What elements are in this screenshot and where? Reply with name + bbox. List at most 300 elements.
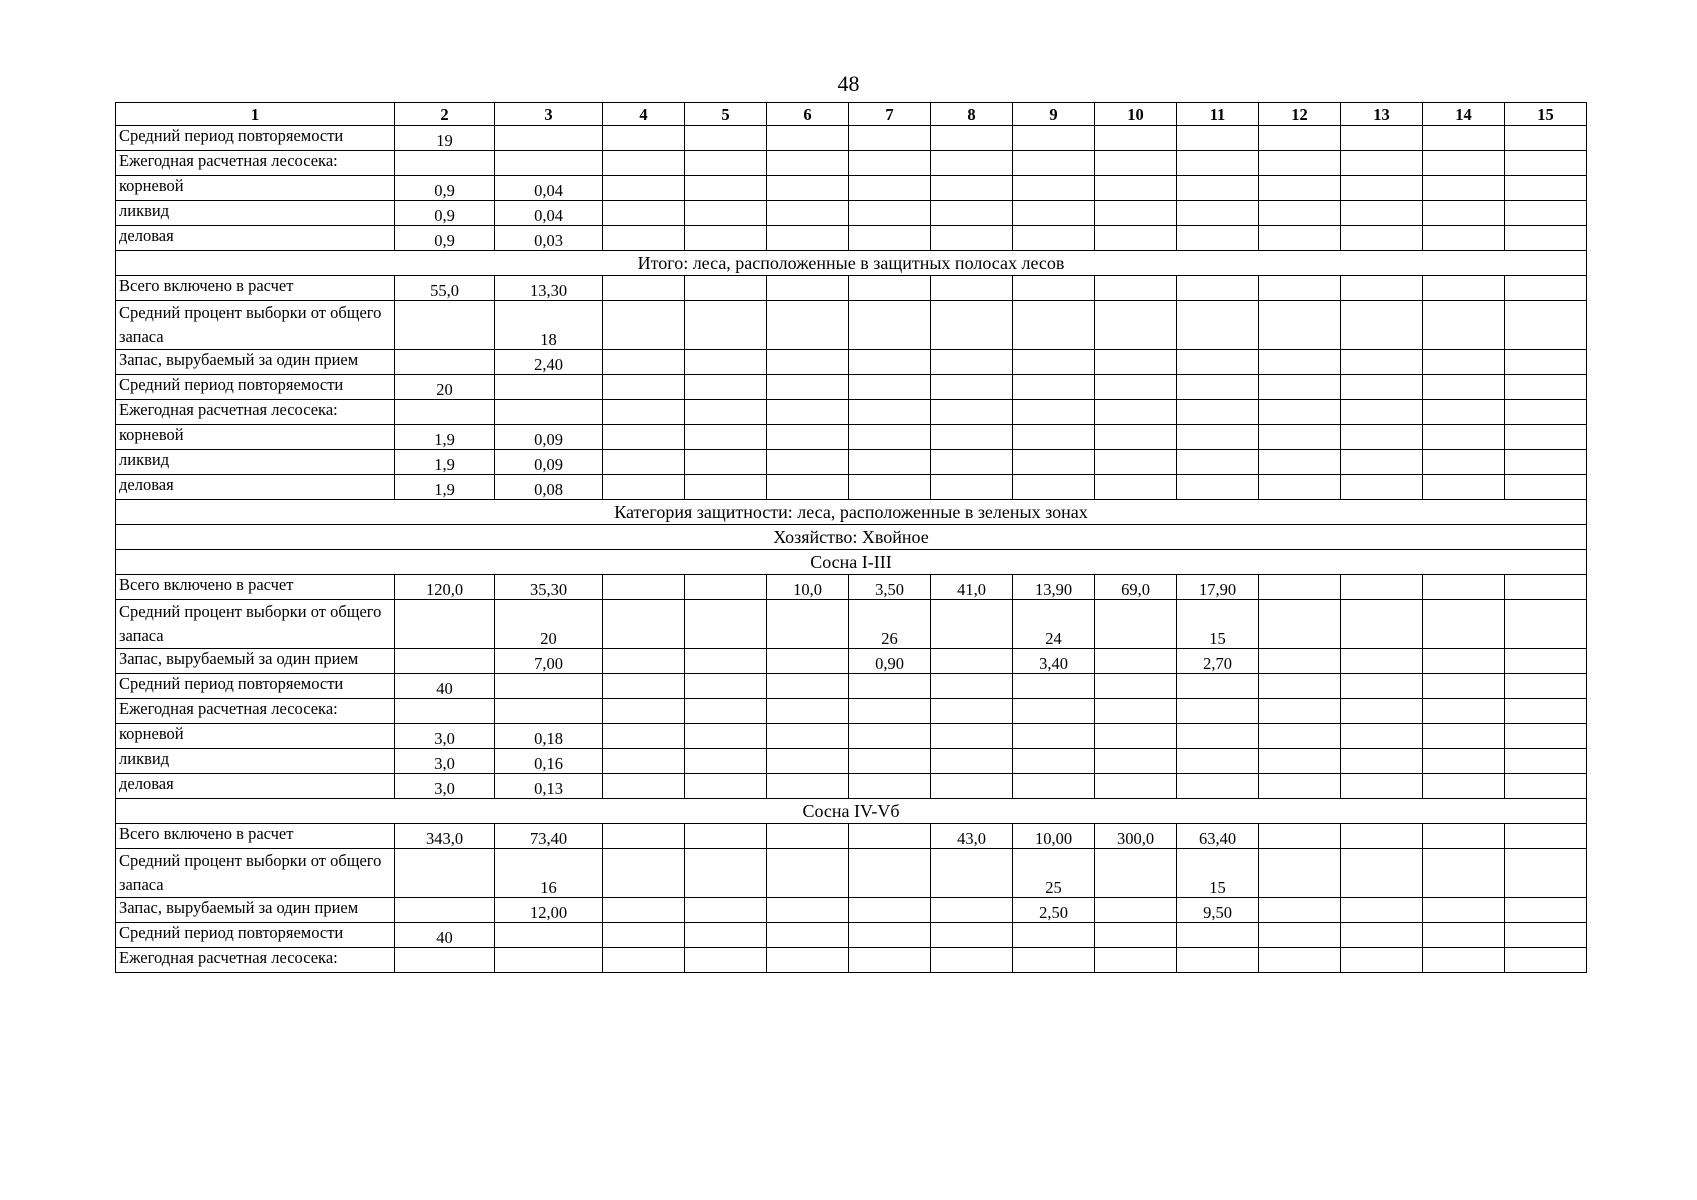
table-cell [603,201,685,226]
table-cell [1259,201,1341,226]
section-header-row [116,550,1587,575]
table-cell [685,375,767,400]
table-cell [1505,824,1587,849]
row-label: Ежегодная расчетная лесосека: [116,151,395,176]
table-cell [1177,450,1259,475]
table-cell [1259,350,1341,375]
table-cell [931,948,1013,973]
table-cell [1177,201,1259,226]
table-cell [1505,948,1587,973]
table-cell [603,600,685,649]
table-cell [1013,699,1095,724]
table-cell: 69,0 [1095,575,1177,600]
table-cell [1505,400,1587,425]
table-cell [1259,948,1341,973]
table-cell [931,425,1013,450]
table-cell: 17,90 [1177,575,1259,600]
table-cell [495,151,603,176]
column-header-15: 15 [1505,103,1587,126]
table-cell [685,151,767,176]
table-cell [685,575,767,600]
table-cell [1505,674,1587,699]
table-cell [603,774,685,799]
table-cell [931,699,1013,724]
table-cell [931,898,1013,923]
table-cell [1095,475,1177,500]
table-cell [1259,226,1341,251]
table-cell: 0,08 [495,475,603,500]
table-cell: 2,70 [1177,649,1259,674]
table-cell [767,151,849,176]
table-cell [767,774,849,799]
table-cell [1341,375,1423,400]
table-cell [849,301,931,350]
table-cell [1259,176,1341,201]
column-header-12: 12 [1259,103,1341,126]
table-cell [1013,724,1095,749]
table-cell [1341,600,1423,649]
column-header-1: 1 [116,103,395,126]
table-cell [1177,176,1259,201]
table-cell: 1,9 [395,450,495,475]
table-cell [1505,276,1587,301]
table-cell [1505,450,1587,475]
column-header-8: 8 [931,103,1013,126]
table-cell [1177,475,1259,500]
table-cell [1095,649,1177,674]
row-label: Запас, вырубаемый за один прием [116,350,395,375]
table-cell [1505,151,1587,176]
table-cell [1013,774,1095,799]
table-cell [1341,724,1423,749]
table-cell [767,126,849,151]
table-cell [767,674,849,699]
section-title: Итого: леса, расположенные в защитных полосах лесов [116,251,1587,276]
table-cell [1423,575,1505,600]
table-cell [849,475,931,500]
table-row [116,400,1587,425]
table-cell [1259,400,1341,425]
table-cell [1259,923,1341,948]
section-title: Сосна IV-Vб [116,799,1587,824]
table-cell [1095,923,1177,948]
row-label: ликвид [116,749,395,774]
table-cell [1341,425,1423,450]
table-cell [685,226,767,251]
table-row [116,774,1587,799]
table-cell [931,350,1013,375]
table-cell [849,849,931,898]
table-cell [1505,898,1587,923]
table-cell [1095,375,1177,400]
table-cell [1423,649,1505,674]
table-row [116,475,1587,500]
table-cell [1095,774,1177,799]
column-header-2: 2 [395,103,495,126]
table-cell [1095,724,1177,749]
table-cell: 0,16 [495,749,603,774]
table-row [116,375,1587,400]
table-cell [1177,375,1259,400]
table-cell [1505,649,1587,674]
table-cell [1341,301,1423,350]
table-cell [1177,350,1259,375]
table-cell [685,849,767,898]
table-cell [1177,151,1259,176]
table-cell [1259,649,1341,674]
row-label: корневой [116,425,395,450]
table-row [116,923,1587,948]
table-cell [1095,151,1177,176]
table-cell [1177,674,1259,699]
table-cell [685,749,767,774]
table-cell [395,948,495,973]
table-cell [931,475,1013,500]
table-cell [1095,600,1177,649]
table-cell [1013,350,1095,375]
table-cell [1013,749,1095,774]
table-cell [1423,276,1505,301]
table-cell [1013,151,1095,176]
table-cell [1423,699,1505,724]
table-cell [849,400,931,425]
column-header-9: 9 [1013,103,1095,126]
table-cell [1177,948,1259,973]
table-cell [1423,375,1505,400]
table-cell [849,151,931,176]
table-cell: 24 [1013,600,1095,649]
table-cell [685,301,767,350]
table-row [116,575,1587,600]
table-cell [603,375,685,400]
table-cell [931,849,1013,898]
table-cell [849,674,931,699]
table-cell [1095,699,1177,724]
table-cell [395,849,495,898]
table-cell: 15 [1177,849,1259,898]
table-cell [767,849,849,898]
table-cell [1341,450,1423,475]
table-cell [1177,425,1259,450]
table-cell [767,649,849,674]
table-cell [1095,350,1177,375]
table-cell [1259,898,1341,923]
table-cell [849,201,931,226]
table-cell [1505,201,1587,226]
row-label: корневой [116,724,395,749]
table-cell [1259,301,1341,350]
table-row [116,350,1587,375]
table-cell [1013,201,1095,226]
column-header-3: 3 [495,103,603,126]
table-cell [767,699,849,724]
table-cell [849,425,931,450]
table-cell: 3,0 [395,724,495,749]
table-cell [1423,176,1505,201]
table-row [116,450,1587,475]
table-cell [1505,226,1587,251]
table-cell [1095,749,1177,774]
section-header-row [116,500,1587,525]
table-cell [1341,400,1423,425]
table-cell [495,375,603,400]
table-cell [603,176,685,201]
section-title: Сосна I-III [116,550,1587,575]
column-header-13: 13 [1341,103,1423,126]
table-cell [931,301,1013,350]
table-cell [1505,475,1587,500]
table-row [116,898,1587,923]
table-row [116,226,1587,251]
table-cell: 3,50 [849,575,931,600]
row-label: Средний период повторяемости [116,375,395,400]
table-cell [495,126,603,151]
table-cell [1423,749,1505,774]
table-cell [931,450,1013,475]
table-cell [603,226,685,251]
table-cell [1505,350,1587,375]
row-label: Средний процент выборки от общего запаса [116,600,395,649]
table-cell [1177,126,1259,151]
table-cell [603,898,685,923]
table-cell [395,400,495,425]
table-cell [767,350,849,375]
table-cell [767,923,849,948]
table-cell [767,301,849,350]
table-cell [767,824,849,849]
table-cell: 0,09 [495,450,603,475]
table-cell [1423,898,1505,923]
row-label: Средний процент выборки от общего запаса [116,849,395,898]
table-cell [1177,724,1259,749]
table-cell [1259,475,1341,500]
table-cell [685,649,767,674]
table-cell: 0,18 [495,724,603,749]
table-cell: 26 [849,600,931,649]
table-cell: 20 [395,375,495,400]
table-cell: 1,9 [395,425,495,450]
table-cell [767,375,849,400]
table-row [116,425,1587,450]
table-cell [1505,749,1587,774]
table-cell [685,898,767,923]
table-cell: 3,0 [395,774,495,799]
table-cell [767,450,849,475]
table-cell [931,749,1013,774]
table-cell [849,276,931,301]
table-cell [1423,674,1505,699]
section-header-row [116,251,1587,276]
table-cell [931,649,1013,674]
table-cell [685,674,767,699]
table-cell [603,301,685,350]
table-cell [1259,749,1341,774]
row-label: деловая [116,475,395,500]
table-cell [685,475,767,500]
table-cell [931,923,1013,948]
table-cell: 120,0 [395,575,495,600]
table-cell: 2,50 [1013,898,1095,923]
table-cell [1423,151,1505,176]
table-cell [849,375,931,400]
table-cell: 10,0 [767,575,849,600]
table-cell [685,126,767,151]
table-cell: 40 [395,674,495,699]
table-cell: 0,13 [495,774,603,799]
row-label: Запас, вырубаемый за один прием [116,649,395,674]
table-cell [1505,176,1587,201]
table-cell [1505,425,1587,450]
table-cell [1341,923,1423,948]
table-cell [1013,400,1095,425]
table-cell [1013,226,1095,251]
table-cell [395,649,495,674]
table-cell [395,301,495,350]
table-cell [685,176,767,201]
row-label: ликвид [116,450,395,475]
table-cell: 40 [395,923,495,948]
table-cell: 15 [1177,600,1259,649]
table-cell [1341,226,1423,251]
table-cell [849,948,931,973]
table-row [116,849,1587,898]
table-cell: 9,50 [1177,898,1259,923]
table-cell [685,600,767,649]
table-cell [495,674,603,699]
row-label: корневой [116,176,395,201]
table-cell: 0,90 [849,649,931,674]
table-cell [1013,126,1095,151]
table-cell [395,600,495,649]
table-row [116,674,1587,699]
table-cell [603,749,685,774]
table-cell [767,749,849,774]
table-cell [1423,201,1505,226]
table-cell [1095,948,1177,973]
table-cell [1095,201,1177,226]
table-row [116,600,1587,649]
table-cell [1259,276,1341,301]
table-cell [1259,724,1341,749]
table-cell [1341,674,1423,699]
row-label: Средний период повторяемости [116,674,395,699]
table-cell [1341,699,1423,724]
table-cell [931,276,1013,301]
table-cell: 0,03 [495,226,603,251]
table-cell: 0,9 [395,226,495,251]
table-cell: 10,00 [1013,824,1095,849]
table-cell [1259,450,1341,475]
table-cell [1259,151,1341,176]
table-cell [1505,699,1587,724]
table-cell [1341,649,1423,674]
table-row [116,649,1587,674]
table-cell [767,425,849,450]
table-cell [767,400,849,425]
table-cell: 1,9 [395,475,495,500]
table-cell: 343,0 [395,824,495,849]
table-cell [1259,699,1341,724]
table-cell [1259,375,1341,400]
table-cell [1177,923,1259,948]
table-cell: 18 [495,301,603,350]
table-cell [1505,849,1587,898]
row-label: Ежегодная расчетная лесосека: [116,400,395,425]
table-body [116,126,1587,973]
table-cell [931,126,1013,151]
table-cell [1177,226,1259,251]
column-header-14: 14 [1423,103,1505,126]
section-title: Категория защитности: леса, расположенные в зеленых зонах [116,500,1587,525]
row-label: Запас, вырубаемый за один прием [116,898,395,923]
table-cell: 55,0 [395,276,495,301]
table-cell [1341,176,1423,201]
table-cell [1341,774,1423,799]
table-cell [767,176,849,201]
table-cell [1095,126,1177,151]
table-cell: 3,40 [1013,649,1095,674]
table-row [116,201,1587,226]
table-cell [1259,849,1341,898]
table-cell [931,774,1013,799]
table-cell [685,276,767,301]
table-cell [767,724,849,749]
row-label: Средний период повторяемости [116,126,395,151]
table-cell [1013,450,1095,475]
table-cell [495,923,603,948]
table-cell [1177,749,1259,774]
table-cell [603,276,685,301]
row-label: Всего включено в расчет [116,276,395,301]
table-cell [849,699,931,724]
table-cell [603,849,685,898]
table-cell [603,699,685,724]
section-title: Хозяйство: Хвойное [116,525,1587,550]
table-row [116,151,1587,176]
table-cell [1341,276,1423,301]
table-cell [1423,425,1505,450]
table-row [116,276,1587,301]
table-cell [849,450,931,475]
section-header-row [116,799,1587,824]
table-cell [849,724,931,749]
table-cell [1013,301,1095,350]
table-cell [1177,301,1259,350]
table-cell [1013,375,1095,400]
table-cell [931,176,1013,201]
table-cell [1423,600,1505,649]
column-header-5: 5 [685,103,767,126]
table-cell [1505,923,1587,948]
table-cell [849,898,931,923]
table-cell [1095,898,1177,923]
table-cell [1259,600,1341,649]
table-row [116,824,1587,849]
table-cell [1341,575,1423,600]
table-cell [603,126,685,151]
table-cell [1341,350,1423,375]
table-cell: 43,0 [931,824,1013,849]
row-label: Всего включено в расчет [116,575,395,600]
table-cell [1095,226,1177,251]
table-cell [767,898,849,923]
table-cell [685,948,767,973]
table-cell [1341,948,1423,973]
table-cell: 0,9 [395,176,495,201]
table-cell [685,450,767,475]
table-cell [1341,475,1423,500]
table-cell [1423,350,1505,375]
